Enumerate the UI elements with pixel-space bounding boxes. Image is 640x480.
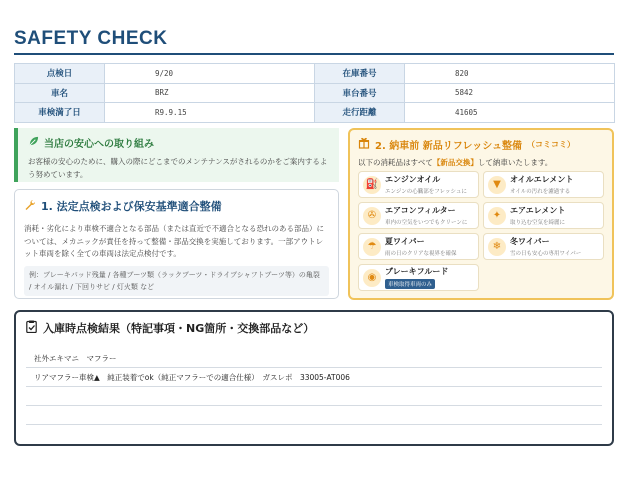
inspection-expiry-value: R9.9.15: [105, 103, 315, 123]
list-item: [483, 233, 604, 260]
vehicle-info-table: [14, 63, 615, 123]
car-name-label: 車名: [15, 83, 105, 103]
legal-inspection-title: 1. 法定点検および保安基準適合整備: [41, 200, 222, 213]
page-title: SAFETY CHECK: [14, 28, 168, 49]
inspection-only-badge: 車検取得車両のみ: [385, 279, 435, 289]
wrench-icon: [24, 199, 36, 214]
inspection-result-title: 入庫時点検結果（特記事項・NG箇所・交換部品など）: [43, 322, 315, 335]
chassis-number-label: 車台番号: [315, 83, 405, 103]
item-desc: 雨の日のクリアな視界を確保: [385, 251, 457, 257]
fan-icon: ✇: [363, 207, 381, 225]
item-name: オイルエレメント: [510, 175, 574, 184]
chassis-number-value: 5842: [405, 83, 615, 103]
inspection-date-value: 9/20: [105, 64, 315, 84]
legal-inspection-example: 例：ブレーキパッド残量 / 各種ブーツ類（ラックブーツ・ドライブシャフトブーツ等）の亀裂 / オイル漏れ / 下回りサビ / 灯火類 など: [24, 266, 329, 296]
inspection-date-label: 点検日: [15, 64, 105, 84]
item-name: 夏ワイパー: [385, 237, 425, 246]
list-item: [483, 171, 604, 198]
refresh-title: 2. 納車前 新品リフレッシュ整備: [375, 141, 523, 152]
leaf-icon: [28, 136, 39, 150]
item-desc: エンジンの心臓部をフレッシュに: [385, 189, 467, 195]
mileage-value: 41605: [405, 103, 615, 123]
table-row: [15, 103, 615, 123]
car-name-value: BRZ: [105, 83, 315, 103]
item-name: エアコンフィルター: [385, 206, 456, 215]
list-item: [483, 202, 604, 229]
refresh-maintenance-panel: [348, 128, 614, 300]
legal-inspection-text: 消耗・劣化により車検不適合となる部品（または直近で不適合となる恐れのある部品）については、メカニックが責任を持って整備・部品交換を実施しております。一部アウトレット車両を除く全ての車両は法定点検付です。: [24, 224, 324, 258]
item-name: 冬ワイパー: [510, 237, 550, 246]
stock-number-value: 820: [405, 64, 615, 84]
item-desc: オイルの汚れを濾過する: [510, 189, 571, 195]
refresh-title-sub: （コミコミ）: [527, 140, 576, 149]
result-line: リアマフラー車検▲ 純正装着でok（純正マフラーでの適合仕様） ガスレポ 33005-AT006: [34, 373, 350, 382]
filter-icon: ▼: [488, 176, 506, 194]
refresh-items-grid: [358, 171, 604, 291]
rain-icon: ☂: [363, 238, 381, 256]
table-row: [15, 83, 615, 103]
mileage-label: 走行距離: [315, 103, 405, 123]
peace-of-mind-text: お客様の安心のために、購入の際にどこまでのメンテナンスがされるのかをご案内するよう努めています。: [28, 157, 328, 179]
table-row: [15, 64, 615, 84]
ruled-line: [26, 367, 602, 368]
list-item: [358, 264, 479, 291]
inspection-expiry-label: 車検満了日: [15, 103, 105, 123]
clipboard-check-icon: [26, 320, 37, 336]
title-divider: [14, 53, 614, 55]
result-line: 社外エキマニ マフラー: [34, 354, 117, 363]
list-item: [358, 202, 479, 229]
oil-can-icon: ⛽: [363, 176, 381, 194]
item-name: エンジンオイル: [385, 175, 441, 184]
peace-of-mind-title: 当店の安心への取り組み: [44, 139, 154, 150]
ruled-line: [26, 405, 602, 406]
brake-icon: ◉: [363, 269, 381, 287]
inspection-result-panel: [14, 310, 614, 446]
item-name: エアエレメント: [510, 206, 566, 215]
snowflake-icon: ❄: [488, 238, 506, 256]
refresh-subtitle: 以下の消耗品はすべて【新品交換】して納車いたします。: [358, 158, 553, 167]
list-item: [358, 233, 479, 260]
stock-number-label: 在庫番号: [315, 64, 405, 84]
item-desc: 取り込む空気を綺麗に: [510, 220, 566, 226]
new-replacement-emphasis: 【新品交換】: [432, 158, 478, 167]
item-desc: 車内の空気をいつでもクリーンに: [385, 220, 468, 226]
sparkle-icon: ✦: [488, 207, 506, 225]
gift-icon: [358, 137, 370, 152]
legal-inspection-panel: [14, 189, 339, 299]
peace-of-mind-panel: [14, 128, 339, 182]
item-desc: 雪の日も安心の専用ワイパー: [510, 251, 582, 257]
list-item: [358, 171, 479, 198]
item-name: ブレーキフルード: [385, 267, 449, 276]
ruled-line: [26, 386, 602, 387]
ruled-line: [26, 424, 602, 425]
